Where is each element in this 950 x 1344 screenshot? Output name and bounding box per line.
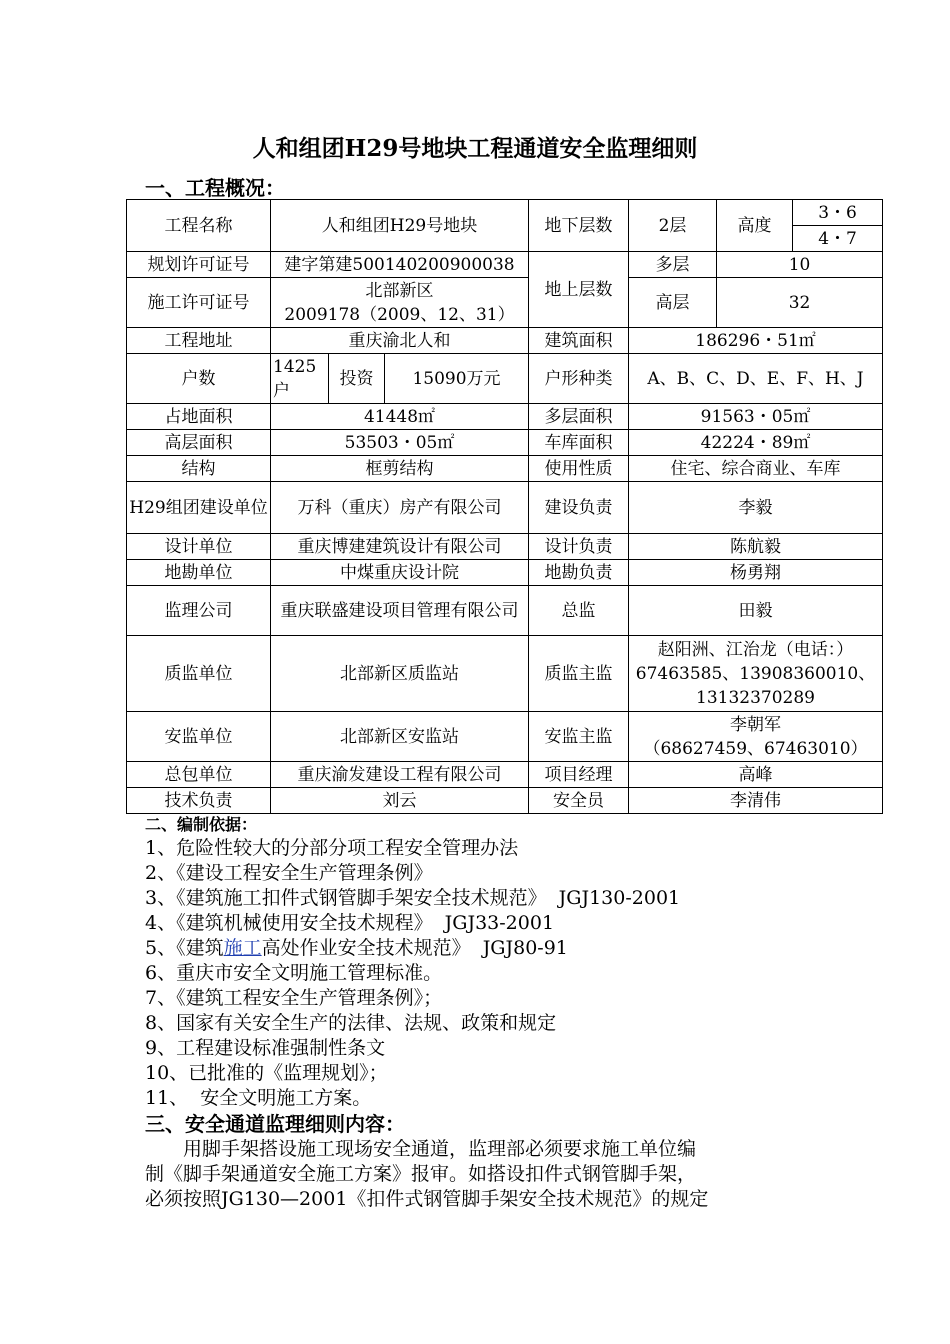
- chief-supervisor-label: 总监: [529, 586, 629, 636]
- basis-item-6: 6、重庆市安全文明施工管理标准。: [145, 962, 443, 984]
- supervision-company-value: 重庆联盛建设项目管理有限公司: [271, 586, 529, 636]
- households-label: 户数: [127, 354, 271, 404]
- garage-area-value: 42224・89㎡: [629, 430, 883, 456]
- land-area-label: 占地面积: [127, 404, 271, 430]
- project-manager-value: 高峰: [629, 762, 883, 788]
- section-2-heading: 二、编制依据：: [145, 815, 258, 834]
- multi-area-label: 多层面积: [529, 404, 629, 430]
- height-value-2: 4・7: [793, 226, 883, 252]
- structure-value: 框剪结构: [271, 456, 529, 482]
- basis-item-9: 9、工程建设标准强制性条文: [145, 1037, 386, 1059]
- developer-lead-label: 建设负责: [529, 482, 629, 534]
- paragraph-line-1: 用脚手架搭设施工现场安全通道，监理部必须要求施工单位编: [145, 1138, 697, 1160]
- paragraph-line-3: 必须按照JG130—2001《扣件式钢管脚手架安全技术规范》的规定: [145, 1188, 709, 1210]
- construction-permit-value: [271, 278, 529, 328]
- survey-lead-value: 杨勇翔: [629, 560, 883, 586]
- address-label: 工程地址: [127, 328, 271, 354]
- safety-officer-label: 安全员: [529, 788, 629, 814]
- planning-permit-label: 规划许可证号: [127, 252, 271, 278]
- land-area-value: 41448㎡: [271, 404, 529, 430]
- height-label: 高度: [717, 200, 793, 252]
- safety-lead-label: 安监主监: [529, 712, 629, 762]
- document-title: 人和组团H29号地块工程通道安全监理细则: [252, 135, 698, 162]
- design-lead-value: 陈航毅: [629, 534, 883, 560]
- investment-value: 15090万元: [385, 354, 529, 404]
- project-manager-label: 项目经理: [529, 762, 629, 788]
- contractor-label: 总包单位: [127, 762, 271, 788]
- survey-unit-label: 地勘单位: [127, 560, 271, 586]
- address-value: 重庆渝北人和: [271, 328, 529, 354]
- supervision-company-label: 监理公司: [127, 586, 271, 636]
- households-value: 1425户: [271, 354, 329, 404]
- basis-item-11: 11、 安全文明施工方案。: [145, 1087, 372, 1109]
- high-rise-label: 高层: [629, 278, 717, 328]
- usage-label: 使用性质: [529, 456, 629, 482]
- chief-supervisor-value: 田毅: [629, 586, 883, 636]
- construction-permit-line-1: 北部新区: [365, 280, 434, 301]
- planning-permit-value: 建字第建500140200900038: [271, 252, 529, 278]
- project-overview-table: [126, 199, 883, 814]
- section-3-heading: 三、安全通道监理细则内容：: [145, 1112, 405, 1136]
- quality-lead-line-1: 赵阳洲、江治龙（电话：）: [657, 639, 854, 660]
- usage-value: 住宅、综合商业、车库: [629, 456, 883, 482]
- developer-label: H29组团建设单位: [127, 482, 271, 534]
- tech-lead-label: 技术负责: [127, 788, 271, 814]
- developer-lead-value: 李毅: [629, 482, 883, 534]
- safety-unit-value: 北部新区安监站: [271, 712, 529, 762]
- design-unit-label: 设计单位: [127, 534, 271, 560]
- building-area-label: 建筑面积: [529, 328, 629, 354]
- basis-item-5-suffix: 高处作业安全技术规范》 JGJ80-91: [261, 937, 568, 959]
- garage-area-label: 车库面积: [529, 430, 629, 456]
- basis-item-7: 7、《建筑工程安全生产管理条例》；: [145, 987, 443, 1009]
- basis-item-5: [145, 936, 680, 961]
- above-floors-label: 地上层数: [529, 252, 629, 328]
- developer-value: 万科（重庆）房产有限公司: [271, 482, 529, 534]
- basis-list: [145, 836, 680, 1111]
- construction-permit-label: 施工许可证号: [127, 278, 271, 328]
- safety-officer-value: 李清伟: [629, 788, 883, 814]
- basis-item-5-link[interactable]: 施工: [223, 937, 262, 959]
- quality-lead-line-2: 67463585、13908360010、: [635, 663, 876, 684]
- paragraph-line-2: 制《脚手架通道安全施工方案》报审。如搭设扣件式钢管脚手架，: [145, 1163, 697, 1185]
- survey-lead-label: 地勘负责: [529, 560, 629, 586]
- unit-types-label: 户形种类: [529, 354, 629, 404]
- basis-item-5-prefix: 5、《建筑: [145, 937, 224, 959]
- basis-item-3: 3、《建筑施工扣件式钢管脚手架安全技术规范》 JGJ130-2001: [145, 887, 681, 909]
- section-1-heading: 一、工程概况：: [145, 176, 285, 200]
- quality-lead-line-3: 13132370289: [696, 687, 815, 708]
- basis-item-1: 1、危险性较大的分部分项工程安全管理办法: [145, 837, 519, 859]
- project-name-label: 工程名称: [127, 200, 271, 252]
- survey-unit-value: 中煤重庆设计院: [271, 560, 529, 586]
- multi-storey-label: 多层: [629, 252, 717, 278]
- basis-item-4: 4、《建筑机械使用安全技术规程》 JGJ33-2001: [145, 912, 555, 934]
- underground-floors-label: 地下层数: [529, 200, 629, 252]
- quality-lead-label: 质监主监: [529, 636, 629, 712]
- basis-item-10: 10、已批准的《监理规划》；: [145, 1062, 388, 1084]
- multi-area-value: 91563・05㎡: [629, 404, 883, 430]
- design-lead-label: 设计负责: [529, 534, 629, 560]
- high-rise-value: 32: [717, 278, 883, 328]
- quality-unit-value: 北部新区质监站: [271, 636, 529, 712]
- basis-item-2: 2、《建设工程安全生产管理条例》: [145, 862, 433, 884]
- design-unit-value: 重庆博建建筑设计有限公司: [271, 534, 529, 560]
- investment-label: 投资: [329, 354, 385, 404]
- tech-lead-value: 刘云: [271, 788, 529, 814]
- quality-lead-value: [629, 636, 883, 712]
- safety-lead-line-2: （68627459、67463010）: [643, 738, 868, 759]
- contractor-value: 重庆渝发建设工程有限公司: [271, 762, 529, 788]
- structure-label: 结构: [127, 456, 271, 482]
- basis-item-8: 8、国家有关安全生产的法律、法规、政策和规定: [145, 1012, 557, 1034]
- building-area-value: 186296・51㎡: [629, 328, 883, 354]
- quality-unit-label: 质监单位: [127, 636, 271, 712]
- safety-lead-line-1: 李朝军: [730, 714, 782, 735]
- section-3-paragraph: [145, 1137, 815, 1212]
- construction-permit-line-2: 2009178（2009、12、31）: [284, 304, 515, 325]
- underground-floors-value: 2层: [629, 200, 717, 252]
- safety-lead-value: [629, 712, 883, 762]
- multi-storey-value: 10: [717, 252, 883, 278]
- high-area-label: 高层面积: [127, 430, 271, 456]
- safety-unit-label: 安监单位: [127, 712, 271, 762]
- unit-types-value: A、B、C、D、E、F、H、J: [629, 354, 883, 404]
- height-value-1: 3・6: [793, 200, 883, 226]
- high-area-value: 53503・05㎡: [271, 430, 529, 456]
- project-name-value: 人和组团H29号地块: [271, 200, 529, 252]
